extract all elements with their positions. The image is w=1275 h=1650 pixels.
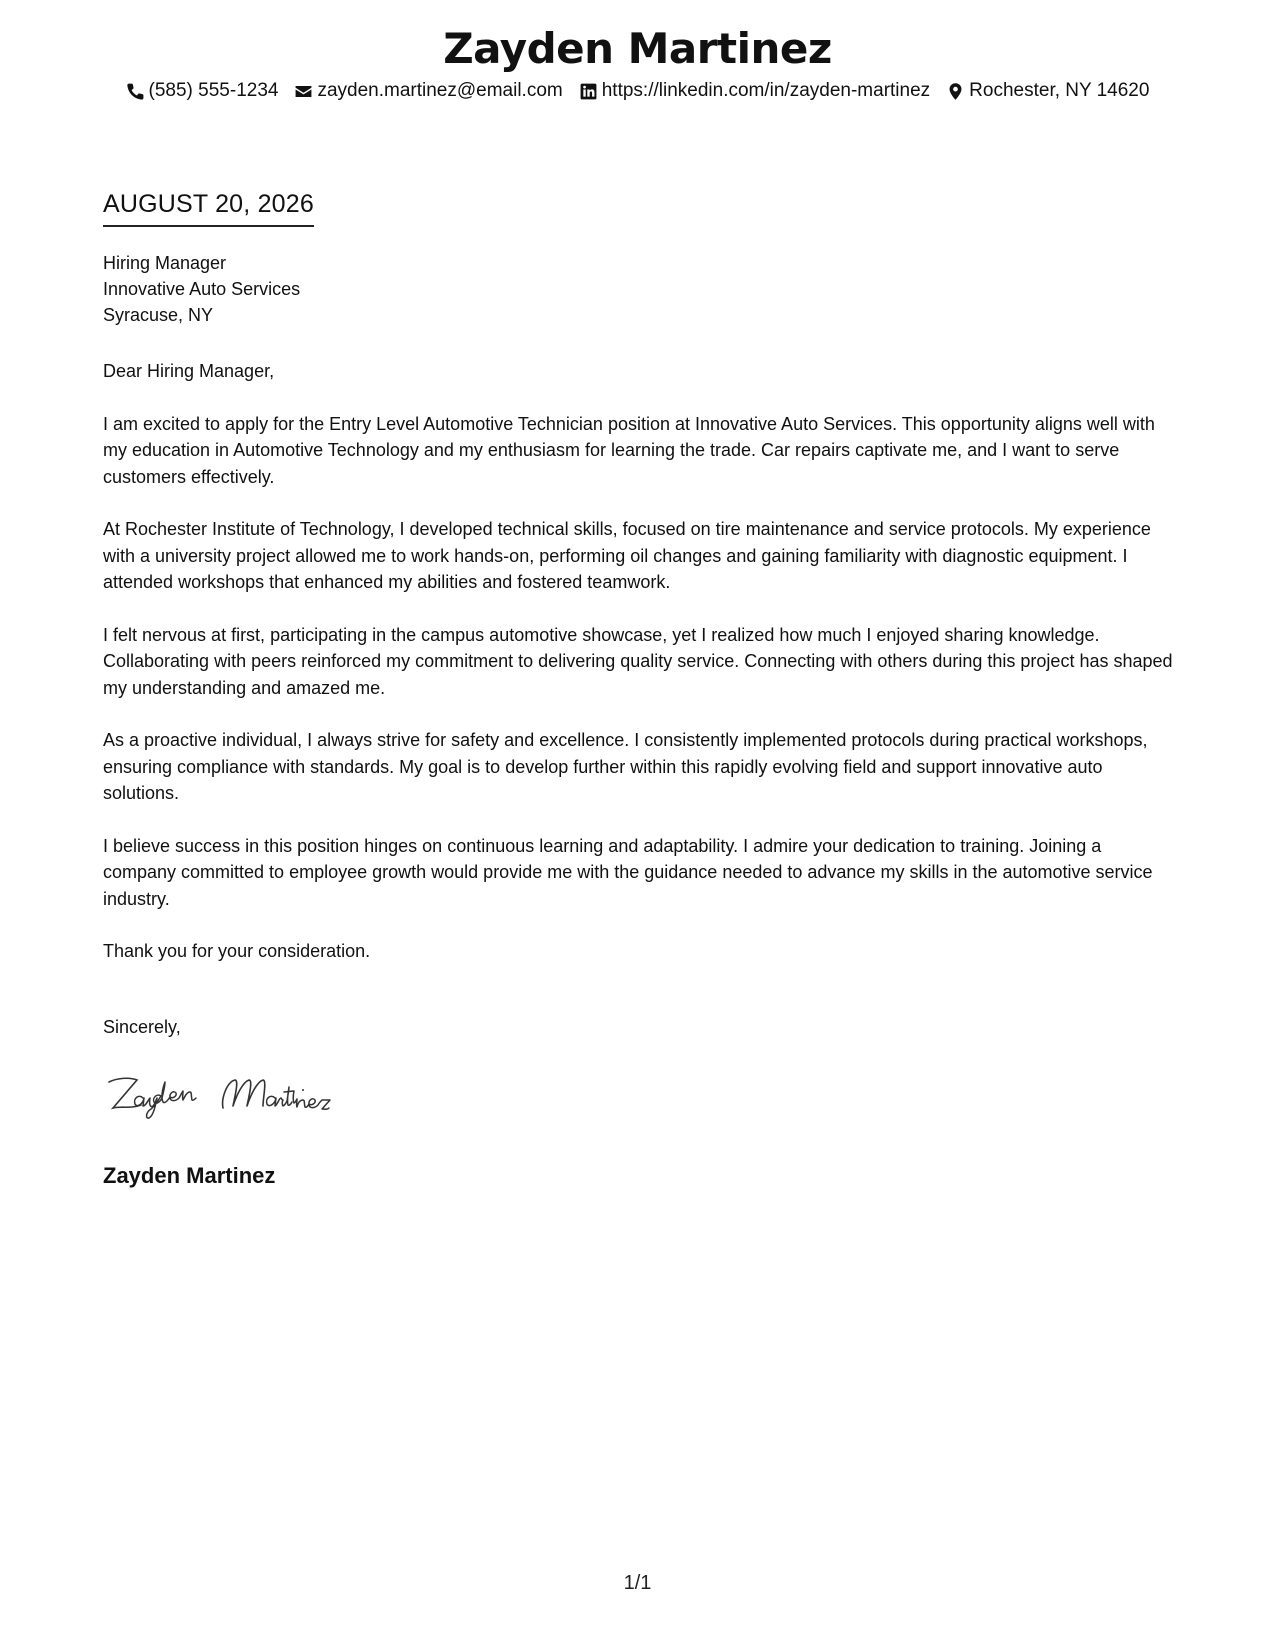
- contact-location: [946, 80, 1149, 102]
- recipient-block: [103, 250, 300, 328]
- body-paragraph: I believe success in this position hinges on continuous learning and adaptability. I admire your dedication to training. Joining a company committed to employee growth would provide me with the guidance needed to advance my skills in the automotive service industry.: [103, 835, 1153, 909]
- contact-phone: [126, 80, 279, 102]
- letter-body: [103, 358, 1173, 991]
- email-text[interactable]: zayden.martinez@email.com: [317, 80, 563, 101]
- linkedin-text[interactable]: https://linkedin.com/in/zayden-martinez: [601, 80, 931, 101]
- phone-text: (585) 555-1234: [148, 80, 279, 101]
- letter-date: AUGUST 20, 2026: [103, 190, 314, 227]
- closing-line: Sincerely,: [103, 1017, 181, 1037]
- body-paragraph: As a proactive individual, I always strive for safety and excellence. I consistently implemented protocols during practical workshops, ensuring compliance with standards. My goal is to develop further within this rapidly evolving field and support innovative auto solutions.: [103, 730, 1148, 803]
- envelope-icon: [294, 82, 313, 101]
- contact-linkedin[interactable]: [579, 80, 930, 102]
- salutation: Dear Hiring Manager,: [103, 361, 275, 381]
- recipient-location: Syracuse, NY: [103, 305, 214, 325]
- body-paragraph: At Rochester Institute of Technology, I developed technical skills, focused on tire maintenance and service protocols. My experience with a university project allowed me to work hands-on, performing oil changes and gaining familiarity with diagnostic equipment. I attended workshops that enhanced my abilities and fostered teamwork.: [103, 519, 1151, 592]
- signer-name: Zayden Martinez: [103, 1163, 276, 1188]
- page-number: 1/1: [623, 1572, 652, 1594]
- phone-icon: [126, 82, 145, 101]
- contact-email[interactable]: [294, 80, 562, 102]
- contact-info-row: [0, 80, 1275, 102]
- location-text: Rochester, NY 14620: [969, 80, 1150, 101]
- body-paragraph: I am excited to apply for the Entry Level Automotive Technician position at Innovative Auto Services. This opportunity aligns well with my education in Automotive Technology and my enthusiasm for learning the trade. Car repairs captivate me, and I want to serve customers effectively.: [103, 413, 1155, 487]
- body-paragraph: I felt nervous at first, participating in the campus automotive showcase, yet I realized how much I enjoyed sharing knowledge. Collaborating with peers reinforced my commitment to delivering quality service. Connecting with others during this project has shaped my understanding and amazed me.: [103, 624, 1173, 698]
- recipient-title: Hiring Manager: [103, 253, 227, 273]
- handwritten-signature: [103, 1068, 373, 1128]
- letter-date-block: [103, 190, 314, 227]
- body-paragraph: Thank you for your consideration.: [103, 941, 371, 961]
- linkedin-icon: [579, 82, 598, 101]
- map-pin-icon: [946, 82, 965, 101]
- applicant-name-heading: Zayden Martinez: [443, 24, 832, 73]
- recipient-company: Innovative Auto Services: [103, 279, 301, 299]
